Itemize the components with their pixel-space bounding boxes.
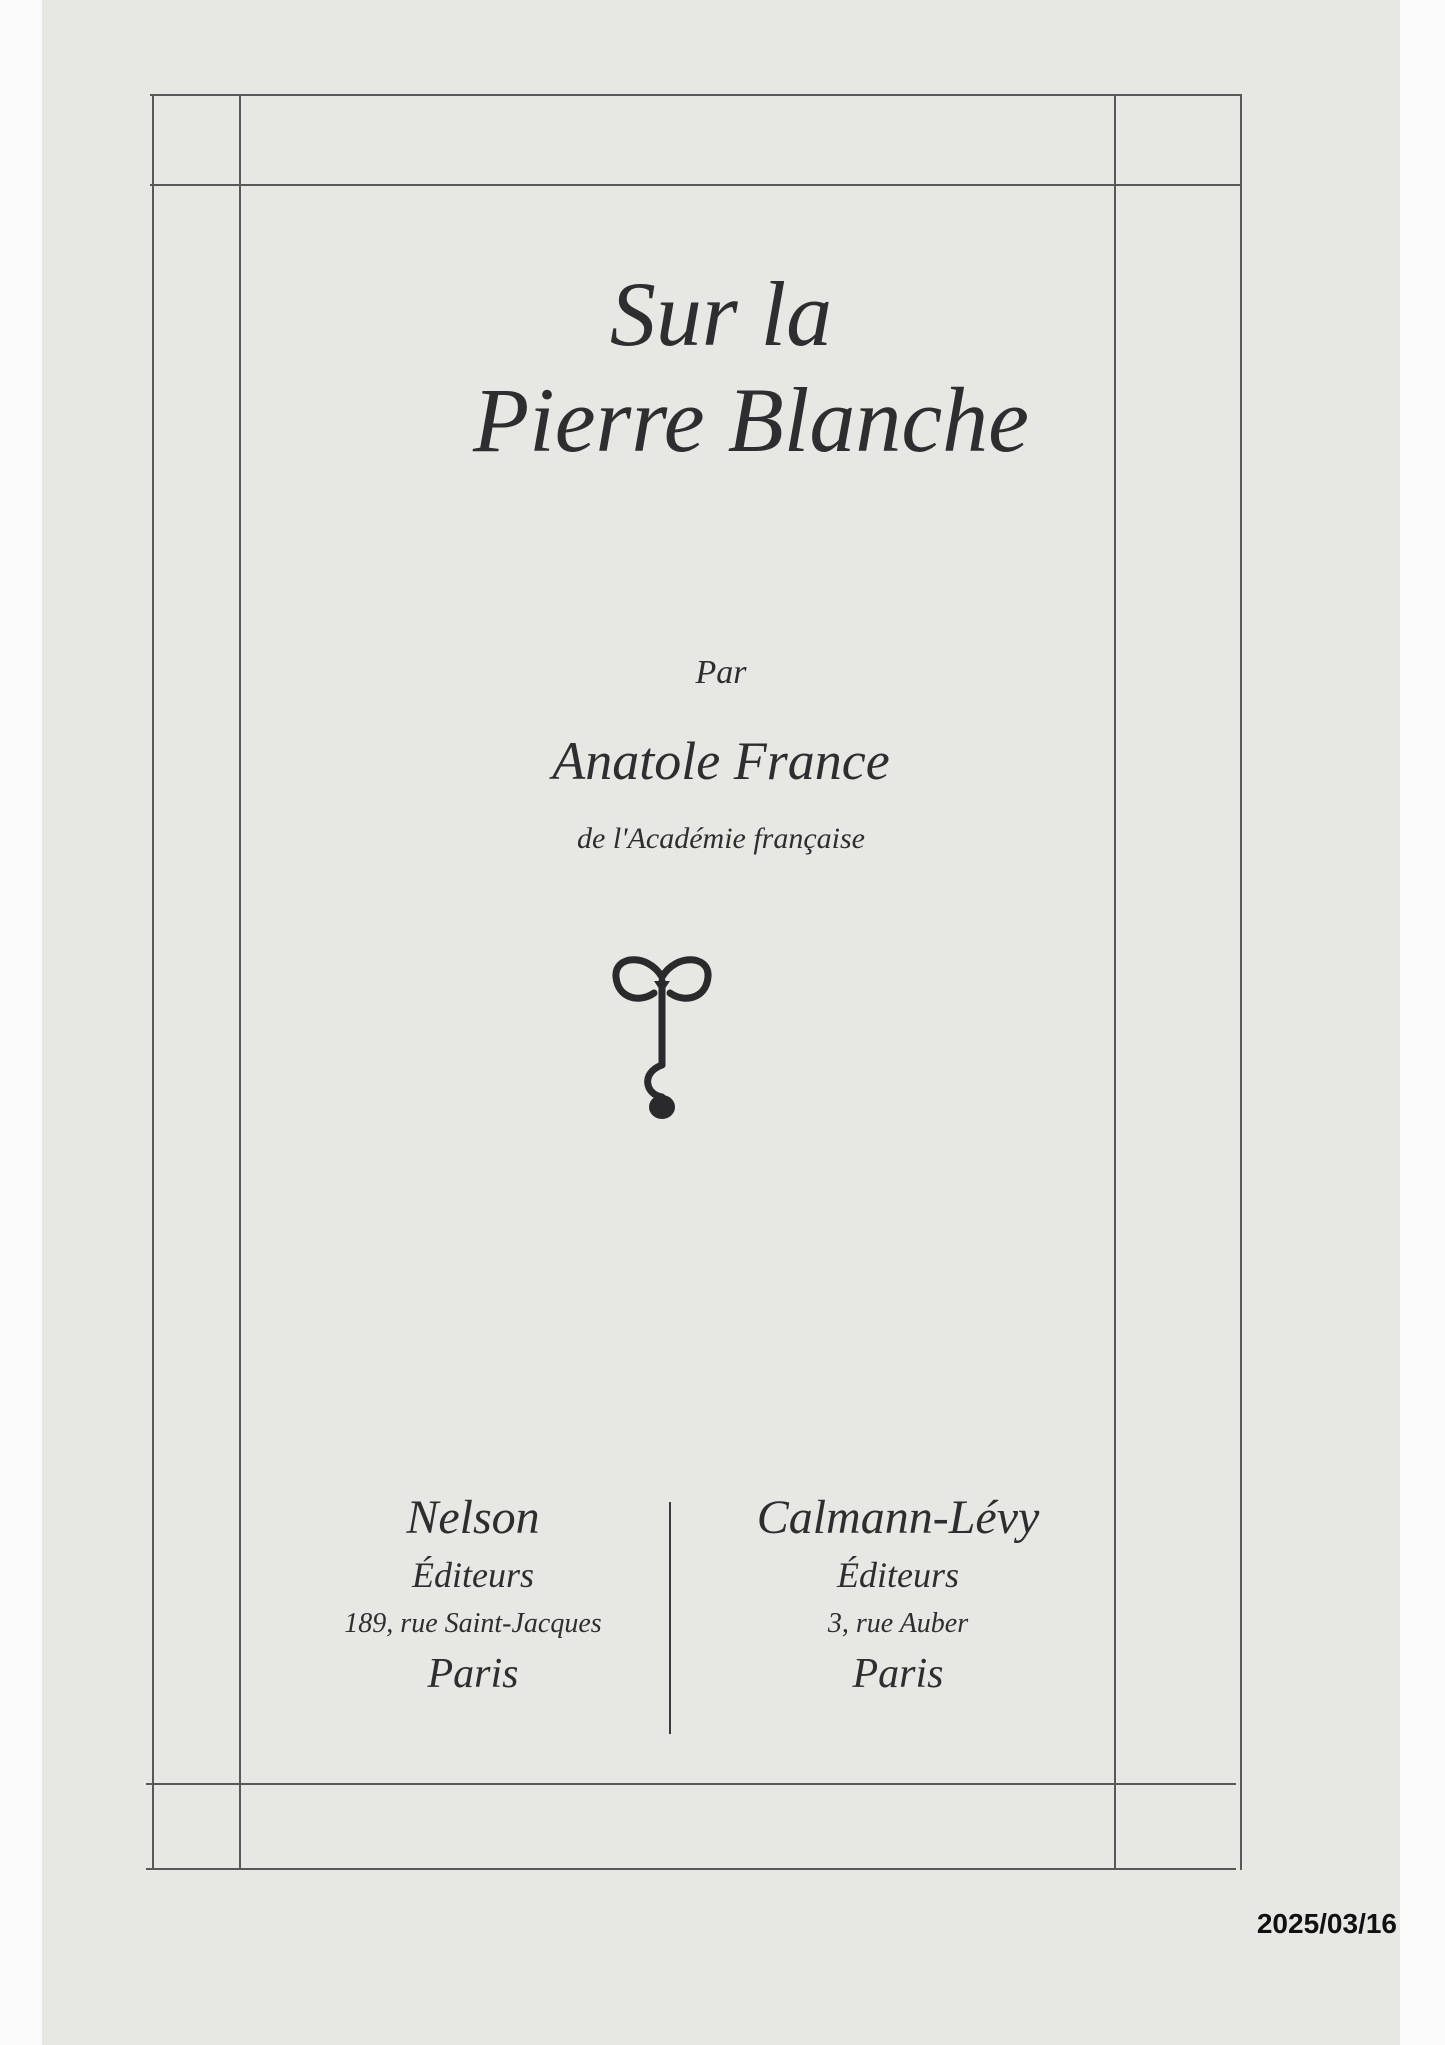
publisher-right-name: Calmann-Lévy — [756, 1491, 1040, 1544]
publisher-emblem-icon — [610, 945, 714, 1125]
title-line-1: Sur la — [609, 263, 833, 365]
title-page — [42, 0, 1400, 2045]
author-affiliation: de l'Académie française — [577, 822, 865, 855]
publisher-left-name: Nelson — [406, 1491, 540, 1544]
publisher-left-city: Paris — [427, 1650, 519, 1697]
publisher-left — [248, 1488, 698, 1701]
publisher-right-role: Éditeurs — [837, 1555, 959, 1595]
title-line-2: Pierre Blanche — [472, 368, 1030, 471]
date-stamp: 2025/03/16 — [1256, 1908, 1397, 1939]
publisher-divider — [669, 1502, 671, 1734]
publisher-left-role: Éditeurs — [412, 1555, 534, 1595]
book-title — [42, 262, 1400, 474]
publisher-left-address: 189, rue Saint-Jacques — [344, 1608, 602, 1639]
publisher-right-city: Paris — [852, 1650, 944, 1697]
publisher-right-address: 3, rue Auber — [827, 1608, 969, 1639]
publisher-right — [688, 1488, 1108, 1701]
author-name: Anatole France — [552, 731, 890, 791]
by-label: Par — [695, 654, 747, 691]
